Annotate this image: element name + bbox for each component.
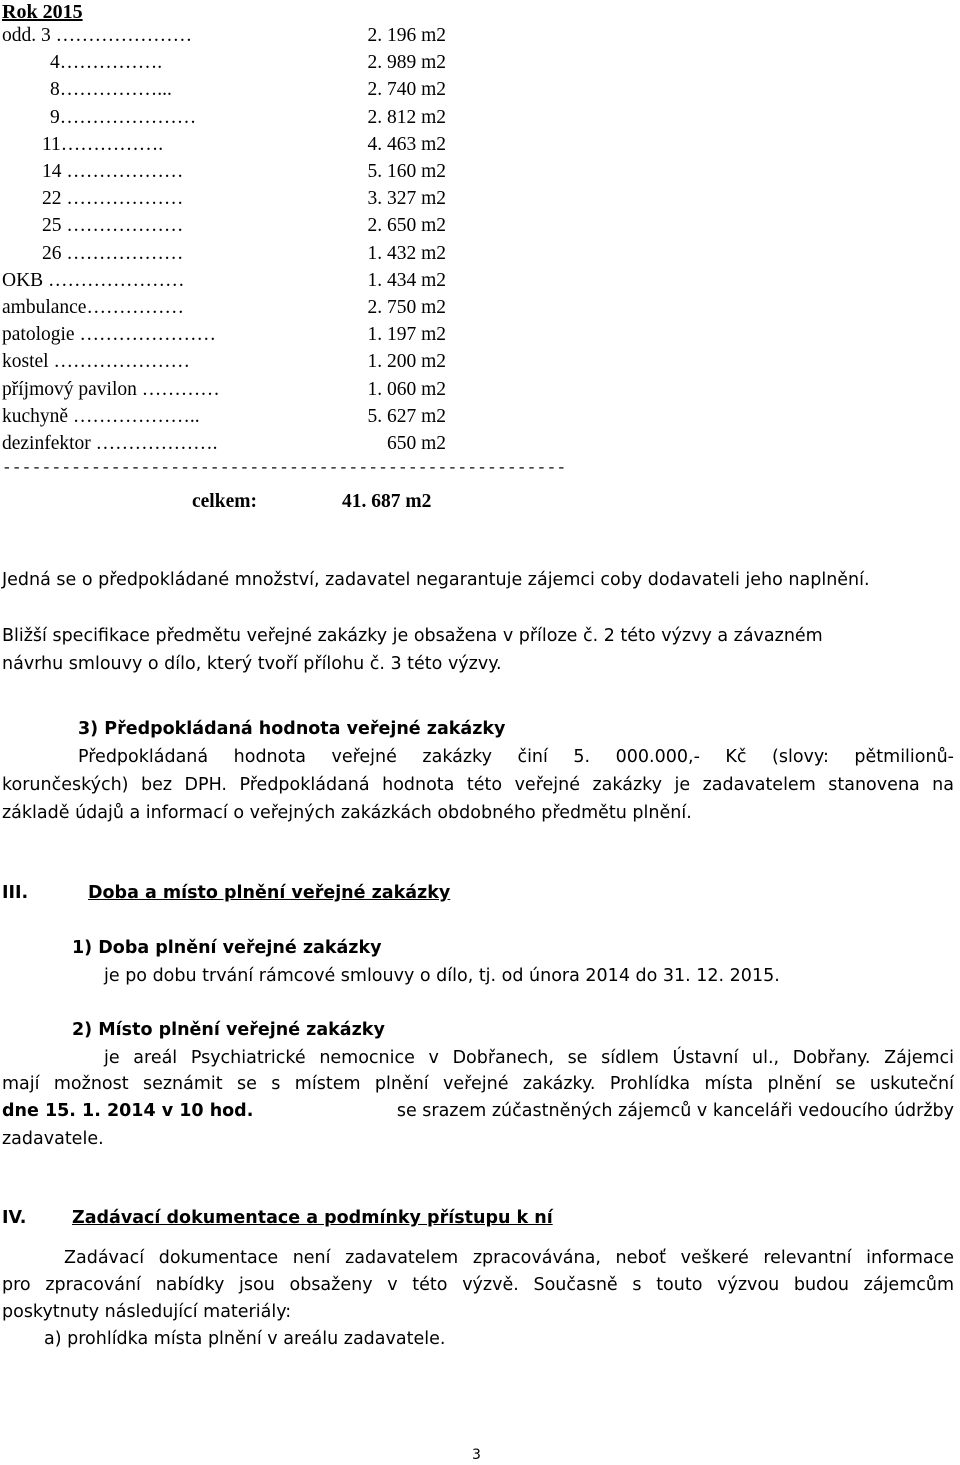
row-value: 1. 432 m2 — [367, 242, 446, 264]
section-III-sub2-line4: zadavatele. — [2, 1129, 104, 1149]
row-value: 650 m2 — [386, 433, 446, 454]
row-value: 5. 160 m2 — [367, 161, 446, 182]
row-label: kuchyně ……………….. — [2, 405, 200, 427]
table-row — [0, 380, 480, 404]
table-row — [0, 216, 480, 240]
row-value: 2. 812 m2 — [367, 106, 446, 128]
row-value: 4. 463 m2 — [367, 133, 446, 155]
inspection-details: se srazem zúčastněných zájemců v kanceláři vedoucího údržby — [396, 1101, 954, 1121]
row-label: 14 ……………… — [42, 161, 184, 182]
section-III-number: III. — [2, 883, 29, 903]
row-value: 2. 989 m2 — [367, 52, 446, 74]
section-IV-line1: Zadávací dokumentace není zadavatelem zpracovávána, neboť veškeré relevantní informace — [64, 1248, 954, 1268]
table-row — [0, 108, 480, 132]
table-divider: --------------------------------------------------------- — [2, 459, 567, 477]
table-row — [0, 53, 480, 77]
section-IV-line3: poskytnuty následující materiály: — [2, 1302, 292, 1322]
row-label: 11……………. — [42, 133, 164, 155]
row-label: 26 ……………… — [42, 242, 184, 264]
row-label: kostel ………………… — [2, 351, 190, 373]
section-III-sub2-line1: je areál Psychiatrické nemocnice v Dobřanech, se sídlem Ústavní ul., Dobřany. Zájemci — [104, 1048, 954, 1068]
table-row — [0, 26, 480, 50]
row-label: ambulance…………… — [2, 297, 184, 318]
table-row — [0, 189, 480, 213]
section-value-heading: 3) Předpokládaná hodnota veřejné zakázky — [78, 719, 506, 739]
row-value: 1. 197 m2 — [367, 324, 446, 346]
row-value: 3. 327 m2 — [367, 188, 446, 210]
page-number: 3 — [472, 1447, 481, 1463]
row-value: 1. 060 m2 — [367, 378, 446, 400]
table-row — [0, 352, 480, 376]
section-value-line3: základě údajů a informací o veřejných zakázkách obdobného předmětu plnění. — [2, 803, 692, 823]
row-label: 25 ……………… — [42, 215, 184, 237]
row-label: příjmový pavilon ………… — [2, 378, 220, 400]
area-table — [0, 26, 480, 466]
section-III-sub2-line2: mají možnost seznámit se s místem plnění veřejné zakázky. Prohlídka místa plnění se uskuteční — [2, 1074, 954, 1094]
section-value-line2: korunčeských) bez DPH. Předpokládaná hodnota této veřejné zakázky je zadavatelem stanovena na — [2, 775, 954, 795]
section-IV-line2: pro zpracování nabídky jsou obsaženy v této výzvě. Současně s touto výzvou budou zájemcům — [2, 1275, 954, 1295]
paragraph-specification-line2: návrhu smlouvy o dílo, který tvoří přílohu č. 3 této výzvy. — [2, 654, 502, 674]
row-value: 1. 434 m2 — [367, 269, 446, 291]
section-IV-number: IV. — [2, 1208, 27, 1228]
row-label: patologie ………………… — [2, 324, 216, 346]
section-value-line1: Předpokládaná hodnota veřejné zakázky činí 5. 000.000,- Kč (slovy: pětmilionů- — [78, 747, 954, 767]
row-label: 8……………... — [50, 79, 172, 101]
table-row — [0, 298, 480, 322]
row-value: 2. 650 m2 — [367, 215, 446, 237]
section-IV-item-a: a) prohlídka místa plnění v areálu zadavatele. — [44, 1329, 446, 1349]
paragraph-quantity-note: Jedná se o předpokládané množství, zadavatel negarantuje zájemci coby dodavateli jeho naplnění. — [2, 570, 870, 590]
paragraph-specification-line1: Bližší specifikace předmětu veřejné zakázky je obsažena v příloze č. 2 této výzvy a závazném — [2, 626, 823, 646]
row-value: 5. 627 m2 — [367, 405, 446, 427]
row-label: 4……………. — [50, 52, 163, 74]
section-III-sub1-heading: 1) Doba plnění veřejné zakázky — [72, 938, 382, 958]
row-label: 9………………… — [50, 106, 197, 128]
total-value: 41. 687 m2 — [342, 491, 432, 512]
inspection-date: dne 15. 1. 2014 v 10 hod. — [2, 1101, 254, 1121]
section-III-sub2-heading: 2) Místo plnění veřejné zakázky — [72, 1020, 385, 1040]
row-label: dezinfektor ………………. — [2, 433, 218, 454]
row-value: 1. 200 m2 — [367, 351, 446, 373]
row-label: odd. 3 ………………… — [2, 25, 193, 46]
table-row — [0, 162, 480, 186]
table-row — [0, 80, 480, 104]
row-value: 2. 196 m2 — [367, 25, 446, 46]
table-row — [0, 407, 480, 431]
section-III-sub1-text: je po dobu trvání rámcové smlouvy o dílo, tj. od února 2014 do 31. 12. 2015. — [104, 966, 780, 986]
year-heading: Rok 2015 — [2, 1, 83, 23]
table-row — [0, 434, 480, 458]
section-IV-title: Zadávací dokumentace a podmínky přístupu k ní — [72, 1208, 553, 1228]
row-value: 2. 740 m2 — [367, 79, 446, 101]
table-row — [0, 135, 480, 159]
section-III-title: Doba a místo plnění veřejné zakázky — [88, 883, 451, 903]
table-row — [0, 271, 480, 295]
total-label: celkem: — [192, 491, 257, 512]
row-label: 22 ……………… — [42, 188, 184, 210]
row-label: OKB ………………… — [2, 269, 185, 291]
section-III-sub2-line3 — [2, 1103, 954, 1121]
table-row — [0, 325, 480, 349]
table-row — [0, 244, 480, 268]
row-value: 2. 750 m2 — [367, 297, 446, 318]
